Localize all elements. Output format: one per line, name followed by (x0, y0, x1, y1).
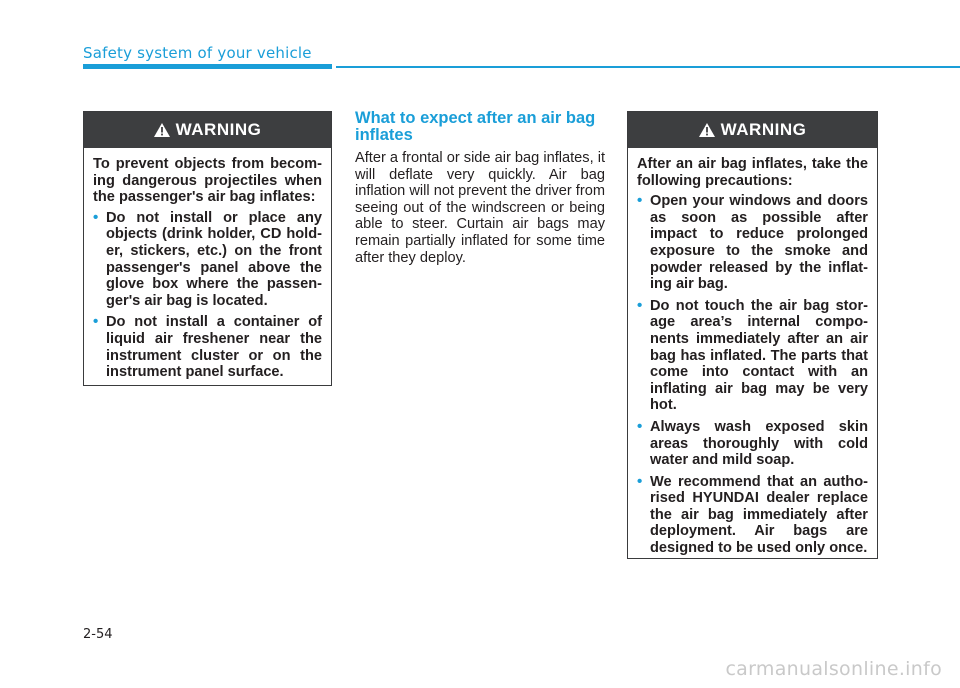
bullet-dot-icon: • (637, 472, 643, 490)
warning-label: WARNING (175, 120, 262, 139)
warning-header (628, 112, 877, 148)
section-header-title: Safety system of your vehicle (83, 44, 312, 62)
section-heading: What to expect after an air bag inflates (355, 109, 596, 144)
warning-intro: After an air bag inflates, take the following precautions: (637, 156, 868, 189)
warning-triangle-icon (699, 123, 715, 137)
warning-header (84, 112, 331, 148)
bullet-dot-icon: • (637, 296, 643, 314)
warning-list (637, 193, 868, 556)
warning-box-left (83, 111, 332, 386)
header-rule-thin (336, 66, 960, 68)
warning-box-right (627, 111, 878, 559)
warning-list-item: • Do not install or place any objects (drink holder, CD hold-er, stickers, etc.) on the front passenger's panel above the glove box where the passen-ger's air bag is located. (93, 208, 322, 309)
bullet-dot-icon: • (637, 417, 643, 435)
bullet-dot-icon: • (93, 313, 99, 331)
bullet-dot-icon: • (93, 208, 99, 226)
warning-list-item: • Do not install a container of liquid air freshener near the instrument cluster or on the instrument panel surface. (93, 313, 322, 381)
warning-body (628, 148, 877, 572)
watermark: carmanualsonline.info (725, 658, 942, 680)
warning-list-item: • Do not touch the air bag stor-age area’s internal compo-nents immediately after an air bag has inflated. The parts that come into contact with an inflating air bag may be very hot. (637, 296, 868, 414)
warning-list (93, 210, 322, 381)
warning-list-item: • Always wash exposed skin areas thoroughly with cold water and mild soap. (637, 417, 868, 469)
section-body-text: After a frontal or side air bag inflates, it will deflate very quickly. Air bag inflation will not prevent the driver from seeing out of the windscreen or being able to steer. Curtain air bags may remain partially inflated for some time after they deploy. (355, 150, 605, 266)
warning-body (84, 148, 331, 396)
header-rule-thick (83, 64, 332, 69)
warning-list-item: • We recommend that an autho-rised HYUNDAI dealer replace the air bag immediately after deployment. Air bags are designed to be used only once. (637, 472, 868, 557)
bullet-dot-icon: • (637, 192, 643, 210)
warning-intro: To prevent objects from becom-ing dangerous projectiles when the passenger's air bag inflates: (93, 156, 322, 206)
page-number: 2-54 (83, 627, 113, 642)
warning-triangle-icon (154, 123, 170, 137)
warning-list-item: • Open your windows and doors as soon as possible after impact to reduce prolonged exposure to the smoke and powder released by the inflat-ing air bag. (637, 192, 868, 293)
warning-label: WARNING (720, 120, 807, 139)
